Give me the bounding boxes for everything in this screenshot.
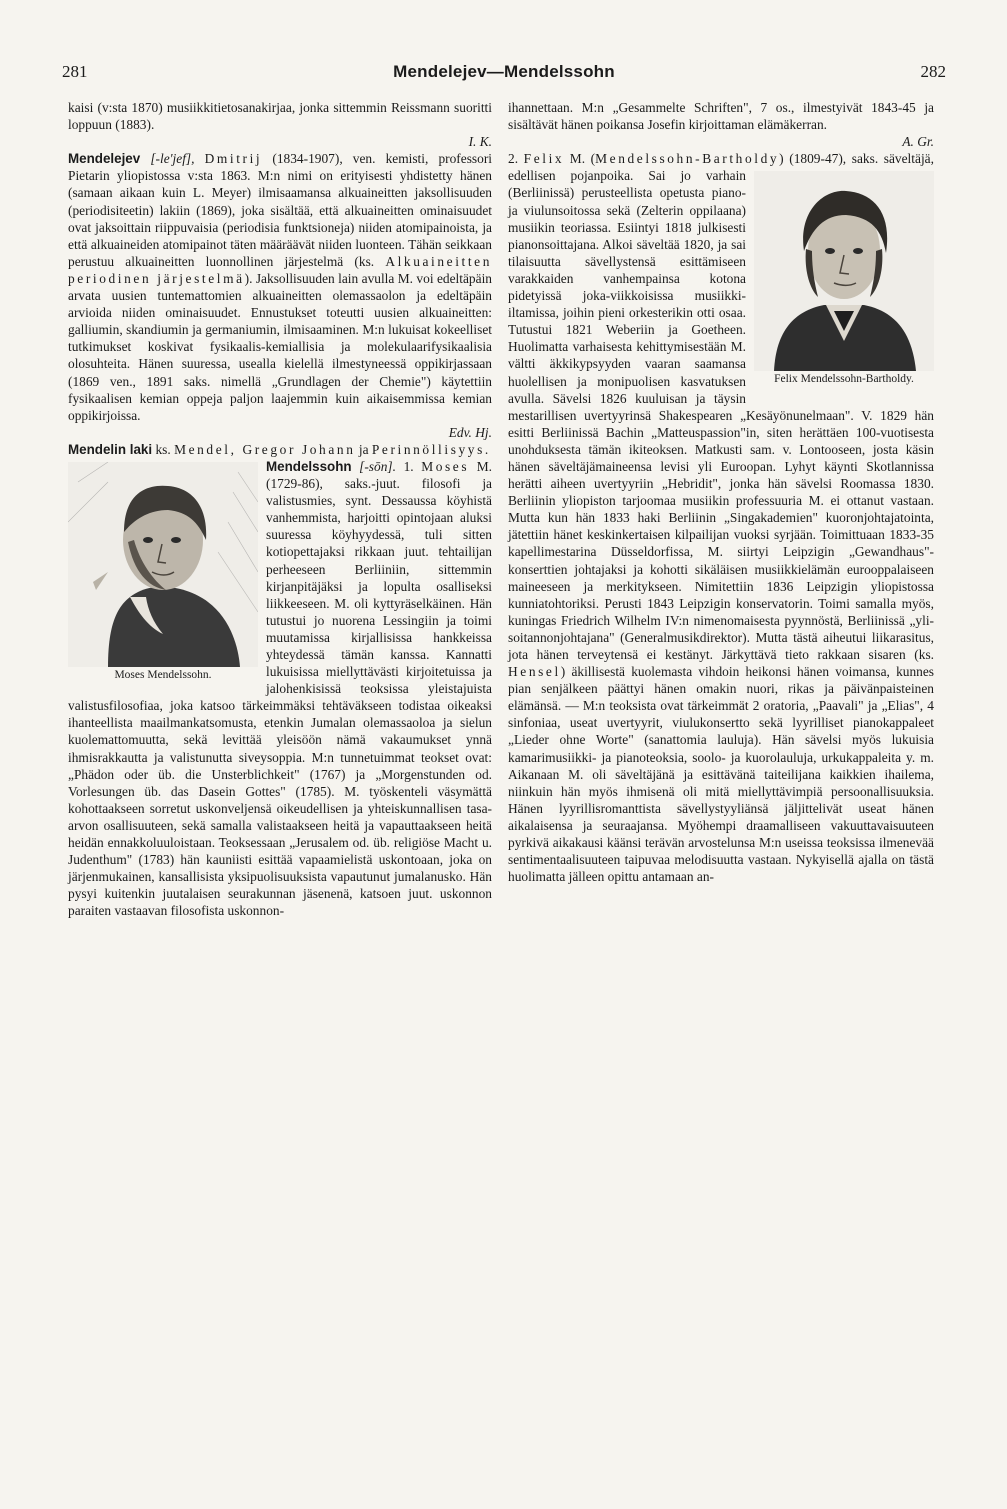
signature: I. K. bbox=[468, 134, 492, 150]
entry-text: ks. bbox=[155, 441, 171, 457]
paragraph: ihannettaan. M:n „Gesammelte Schriften", 7 os., ilmestyivät 1843-45 ja sisältävät hänen poikansa Josefin kirjoittaman elämäkerran. bbox=[508, 100, 934, 133]
headword: Mendelin laki bbox=[68, 441, 153, 457]
cross-reference: Mendel, Gregor Johann bbox=[174, 441, 356, 457]
figure-caption: Felix Mendelssohn-Bartholdy. bbox=[774, 373, 914, 386]
page-header bbox=[62, 62, 946, 88]
full-name: Mendelssohn-Bartholdy bbox=[595, 151, 780, 167]
headword: Mendelejev bbox=[68, 151, 141, 167]
entry-text: ja bbox=[358, 441, 369, 457]
page-number-left: 281 bbox=[62, 62, 88, 81]
headword: Mendelssohn bbox=[266, 458, 352, 474]
entry-text: ). Jaksollisuuden lain avulla M. voi edeltäpäin arvata uusien tuntemattomien alkuaineitten olemassaolon ja edeltäpäin arvioida niiden ominaisuudet. Ennustukset toteutti uusien alkuaineitten: galliumin, skandiumin ja germaniumin, ilmisaaminen. M:n lukuisat kokeelliset tutkimukset koskivat fysikaalis-kemiallisia ja molekulaarifysikaalisia olosuhteita. Hänen suuressa, usealla kielellä ilmestyneessä oppikirjassaan (1869 ven., 1891 saks. nimellä „Grundlagen der Chemie") käytettiin fysikaalisen kemian oppeja paljon laajemmin kuin aikaisemmissa kemian oppikirjoissa. bbox=[68, 270, 492, 423]
entry-text: (1834-1907), ven. kemisti, professori Pietarin yliopistossa v:sta 1863. M:n nimi on erityisesti yhdistetty hänen (samaan aikaan kuin L. Meyer) ilmisaamansa alkuaineitten jaksollisuuden (periodisiteetin) lakiin (1869), joka sisältää, että alkuaineitten ominaisuudet ovat jaksoittain riippuvaisia (periodisia funktsioneja) niiden atomipainoista, ja että alkuaineiden atomipainot täten määräävät niiden luonteen. Tähän seikkaan perustuu alkuaineitten luonnollinen järjestelmä (ks. bbox=[68, 151, 493, 269]
entry-text: ( bbox=[590, 151, 596, 167]
signature: A. Gr. bbox=[902, 134, 934, 150]
portrait-felix-mendelssohn bbox=[754, 171, 934, 386]
first-name: Felix bbox=[523, 151, 565, 167]
entry-text: . bbox=[484, 441, 489, 457]
entry-felix-mendelssohn bbox=[508, 150, 934, 885]
paragraph: kaisi (v:sta 1870) musiikkitietosanakirjaa, jonka sittemmin Reissmann suoritti loppuun (1883). bbox=[68, 100, 492, 133]
figure-caption: Moses Mendelssohn. bbox=[114, 668, 212, 681]
signature: Edv. Hj. bbox=[448, 424, 492, 440]
running-head: Mendelejev—Mendelssohn bbox=[393, 62, 615, 81]
cross-reference: Hensel bbox=[508, 664, 561, 680]
page-number-right: 282 bbox=[920, 62, 946, 81]
cross-reference: Perinnöllisyys bbox=[371, 441, 485, 457]
entry-text: M. (1729-86), saks.-juut. filosofi ja valistusmies, synt. Dessaussa köyhistä vanhemmista, harjoitti opintojaan aluksi suuressa köyhyydessä, tuli sitten kotiopettajaksi rikkaan juut. tehtailijan perheeseen Berliiniin, sittemmin kirjanpitäjäksi ja lopulta osalliseksi liikkeeseen. M. oli kyttyräselkäinen. Hän tutustui jo nuorena Lessingiin ja toimi muutamissa kirjallisissa hankkeissa yhteydessä tämän kanssa. Kannatti lukuisissa miellyttävästi kirjoitetuissa ja jalohenkisissä teoksissa yleistajuista valistusfilosofiaa, joka katsoo tärkeimmäksi tehtäväkseen todistaa oikeaksi ihanteellista maailmankatsomusta, etenkin Jumalan olemassaoloa ja sielun kuolemattomuutta, sekä levittää yleisöön nämä vakaumukset ynnä ihmisrakkautta ja valistunutta siveysoppia. M:n tunnetuimmat teokset ovat: „Phädon oder üb. die Unsterblichkeit" (1767) ja „Morgenstunden od. Vorlesungen üb. das Dasein Gottes" (1785). M. työskenteli väsymättä kohottaakseen sorretut uskonveljensä oikeudellisen ja yhteiskunnallisen tasa-arvon osallisuuteen, sekä samalla valistaakseen heitä ja vapauttaakseen heitä heidän ennakkoluuloistaan. Teoksessaan „Jerusalem od. üb. religiöse Macht u. Judenthum" (1783) hän kauniisti esittää vapaamielistä uskontoaan, joka on järjenmukainen, kansallisista yksipuolisuuksista vapautunut jumalanusko. Hän pysyi kuitenkin juutalaisen seurakunnan jäsenenä, katsoen juut. uskonnon paraiten vastaavan filosofista uskonnon- bbox=[68, 458, 492, 919]
entry-mendelssohn bbox=[68, 458, 492, 920]
entry-text: (1809-47), saks. säveltäjä, edellisen pojanpoika. Sai jo varhain (Berliinissä) perusteellista opetusta piano- ja viulunsoitossa sekä (Zelterin oppilaana) musiikin teoriassa. Esiintyi 1818 julkisesti pianonsoittajana. Alkoi säveltää 1820, ja sai tilaisuutta sävellystensä esittämiseen varakkaiden vanhempainsa kotona pidetyissä joka-viikkoisissa musiikki-iltamissa, joihin pieni orkesterikin otti osaa. Tutustui 1821 Weberiin ja Goetheen. Huolimatta varhaisesta kehittymisestään M. vältti äkkikypsyyden vaaran saamansa huolellisen ja monipuolisen kasvatuksen avulla. Sävelsi 1826 kuuluisan ja täysin mestarillisen uvertyyrinsä Shakespearen „Kesäyönunelmaan". V. 1829 hän esitti Berliinissä Bachin „Matteuspassion"in, siten herättäen 100-vuotisesta unohduksesta tämän ikiteoksen. Matkusti sam. v. Lontooseen, josta käsin hänen säveltäjämaineensa levisi yli Euroopan. Lyhyt käynti Skotlannissa herätti aiheen uvertyyriin „Hebridit", jonka hän sävelsi Roomassa 1830. Berliinin yliopiston tarjoomaa musiikin professuuria M. ei ottanut vastaan. Mutta kun hän 1833 haki Berliinin „Singakademien" kuoronjohtajatointa, jätettiin hänet keskinkertaisen kilpailijan vuoksi syrjään. Toimittuaan 1833-35 kapellimestarina Düsseldorfissa, M. siirtyi Leipzigin „Gewandhaus"-konserttien johtajaksi ja kohotti sikäläisen musiikkielämän eurooppalaiseen maineeseen ja merkitykseen. Nimitettiin 1836 Leipzigin yliopistossa kunniatohtoriksi. Perusti 1843 Leipzigin konservatorin. Toimi samalla myös, kuningas Friedrich Wilhelm IV:n nimenomaisesta pyynnöstä, Berliinissä „yli-soitannonjohtajana" (Generalmusikdirektor). Mutta tästä aiheutui liikarasitus, jota hänen terveytensä ei kestänyt. Järkyttävä tieto rakkaan sisaren (ks. bbox=[508, 151, 934, 662]
pronunciation: [-sōn]. bbox=[359, 458, 396, 474]
entry-number: 2. bbox=[508, 151, 519, 167]
entry-mendelejev bbox=[68, 150, 492, 424]
portrait-engraving bbox=[68, 462, 258, 667]
portrait-moses-mendelssohn bbox=[68, 462, 258, 682]
right-column bbox=[508, 99, 934, 885]
pronunciation: [-le'jef], bbox=[150, 151, 195, 167]
entry-text: ) bbox=[779, 151, 784, 167]
entry-mendelin-laki bbox=[68, 441, 492, 458]
portrait-engraving bbox=[754, 171, 934, 371]
entry-number: 1. bbox=[403, 458, 414, 474]
first-name: Dmitrij bbox=[204, 151, 263, 167]
cross-reference: Alkuaineitten periodinen järjestelmä bbox=[68, 253, 492, 286]
entry-text: ) äkillisestä kuolemasta vihdoin heikonsi hänen voimansa, kunnes pian senjälkeen päättyi hänen omakin nuori, rikas ja päivänpaisteinen elämänsä. — M:n teoksista ovat tärkeimmät 2 oratoria, „Paavali" ja „Elias", 4 sinfoniaa, useat uvertyyrit, viulukonsertto sekä lyyrilliset pianokappaleet „Lieder ohne Worte" (sanattomia lauluja). Hän sävelsi myös lukuisia kamarimusiikki- ja pianoteoksia, soolo- ja kuorolauluja, urkukappaleita y. m. Aikanaan M. oli säveltäjänä ja esittävänä taiteilijana kaikkien ihailema, niinkuin hän myös ihmisenä oli mitä miellyttävimpiä persoonallisuuksia. Hänen lyyrillisromanttista sävellystyyliänsä jäljittelivät useat hänen aikalaisensa ja seuraajansa. Myöhempi draamalliseen vakuuttavaisuuteen pyrkivä aikakausi käänsi terävän arvostelunsa M:n useissa teoksissa ilmenevää sentimentaalisuuteen taipuvaa melodisuutta vastaan. Nykyisellä ajalla on tästä huolimatta jälleen opittu antamaan an- bbox=[508, 664, 934, 885]
left-column bbox=[68, 99, 492, 920]
entry-text: M. bbox=[569, 151, 586, 167]
first-name: Moses bbox=[421, 458, 470, 474]
